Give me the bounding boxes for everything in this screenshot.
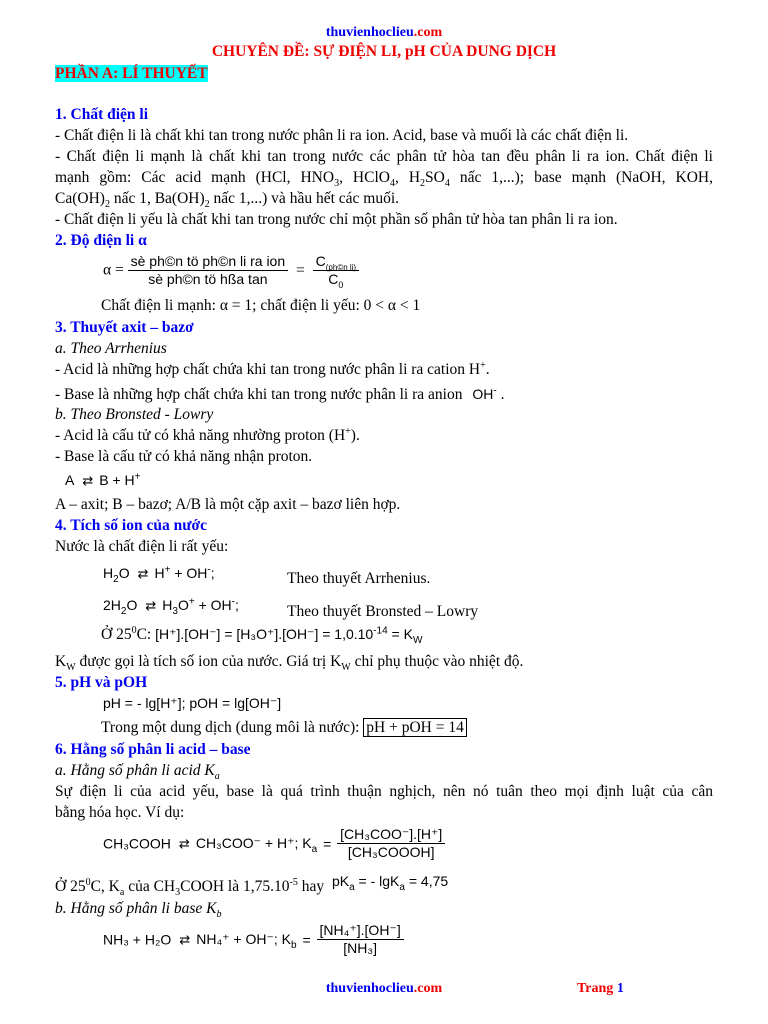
kw-pre2: C: xyxy=(136,626,152,643)
s1-paragraph-2b xyxy=(55,168,713,188)
sub: 4 xyxy=(444,178,450,190)
header-site[interactable] xyxy=(55,25,713,41)
eq2-end: ; xyxy=(235,597,239,613)
sup: - xyxy=(207,564,211,576)
eq-r xyxy=(195,835,318,855)
s1-p2c-2: nấc 1, Ba(OH) xyxy=(109,190,205,207)
eq-r-text: CH₃COO⁻ + H⁺; K xyxy=(195,835,312,851)
acid-base-equation xyxy=(65,472,141,489)
s3-a1-text: - Acid là những hợp chất chứa khi tan trong nước phân li ra cation H xyxy=(55,361,481,378)
ammonia-equation xyxy=(103,922,404,957)
section-2-heading: 2. Độ điện li α xyxy=(55,232,147,249)
eq1-note: Theo thuyết Arrhenius. xyxy=(287,570,431,587)
water-eq-2 xyxy=(103,596,239,617)
s1-paragraph-2c xyxy=(55,189,399,209)
sub: 4 xyxy=(389,178,395,190)
header-site-name: thuvienhoclieu xyxy=(325,25,414,40)
s3-a1-end: . xyxy=(485,361,490,378)
s3-b1-text: - Acid là cấu tử có khả năng nhường proton (H xyxy=(55,427,346,444)
section-1-heading: 1. Chất điện li xyxy=(55,106,149,123)
s6-b-text: b. Hằng số phân li base K xyxy=(55,900,217,917)
s3-b1-end: ). xyxy=(350,427,360,444)
sub: W xyxy=(66,662,76,674)
s3-b1 xyxy=(55,426,360,446)
s6-paragraph-1a: Sự điện li của acid yếu, base là quá trình thuận nghịch, nên nó tuân theo mọi định luật của cân xyxy=(55,783,713,800)
sub: a xyxy=(214,771,220,783)
c-num: C xyxy=(315,253,326,269)
sub: a xyxy=(311,843,318,855)
footer-site-name: thuvienhoclieu xyxy=(325,981,414,996)
sub: b xyxy=(216,909,222,921)
sup: -5 xyxy=(289,876,298,888)
sub: 2 xyxy=(420,178,426,190)
sub: a xyxy=(119,887,125,899)
eq1-l2: O xyxy=(118,565,130,581)
c-fraction xyxy=(313,253,359,288)
kb-numerator: [NH₄⁺].[OH⁻] xyxy=(317,922,404,940)
ka-4: COOH là 1,75.10 xyxy=(180,878,290,895)
s6-a-text: a. Hằng số phân li acid K xyxy=(55,762,215,779)
pka: pK xyxy=(331,873,350,889)
kw-expr: [H⁺].[OH⁻] = [H₃O⁺].[OH⁻] = 1,0.10 xyxy=(155,626,374,642)
equilibrium-arrow-icon: ⇄ xyxy=(178,835,188,851)
section-5-heading: 5. pH và pOH xyxy=(55,674,148,691)
sup: + xyxy=(345,425,351,437)
header-site-tld: .com xyxy=(413,25,443,40)
s1-p2b-2: , HClO xyxy=(339,169,390,186)
s3-a1 xyxy=(55,360,490,380)
ka-2: C, K xyxy=(90,878,120,895)
section-4-heading: 4. Tích số ion của nước xyxy=(55,517,207,534)
oh-anion xyxy=(472,386,496,402)
sub: a xyxy=(349,881,355,893)
sub: 3 xyxy=(334,178,340,190)
c-den: C xyxy=(328,271,339,287)
s3-a2-end: . xyxy=(500,386,505,403)
sup: + xyxy=(480,359,486,371)
kw-note-2: được gọi là tích số ion của nước. Giá trị K xyxy=(75,653,342,670)
ka-fraction xyxy=(337,826,445,861)
part-heading-text: PHẦN A: LÍ THUYẾT xyxy=(55,65,208,82)
eq1-r: H xyxy=(154,565,165,581)
eq2-r2: O xyxy=(177,597,189,613)
nh3-r xyxy=(196,931,297,951)
eq1-r2: + OH xyxy=(170,565,208,581)
eq1-end: ; xyxy=(210,565,215,581)
s3-b-heading: b. Theo Bronsted - Lowry xyxy=(55,406,214,423)
eq2-r3: + OH xyxy=(194,597,232,613)
ka-numerator: [CH₃COO⁻].[H⁺] xyxy=(337,826,445,844)
alpha-fraction xyxy=(128,253,289,288)
sub: b xyxy=(291,939,297,951)
ka-5: hay xyxy=(297,878,325,895)
ka-denominator: [CH₃COOOH] xyxy=(347,844,435,860)
s3-note: A – axit; B – bazơ; A/B là một cặp axit – bazơ liên hợp. xyxy=(55,496,401,513)
part-heading xyxy=(55,65,208,83)
s1-p2c-3: nấc 1,...) và hầu hết các muối. xyxy=(209,190,400,207)
c-num-sub: (ph©n li) xyxy=(325,262,357,272)
page-label: Trang xyxy=(577,981,614,996)
equilibrium-arrow-icon: ⇄ xyxy=(82,473,92,488)
s6-a-heading xyxy=(55,761,220,781)
s1-p2c-1: Ca(OH) xyxy=(55,190,105,207)
kw-line xyxy=(101,626,422,644)
alpha-denominator: sè ph©n tö hßa tan xyxy=(148,271,268,287)
s3-a2 xyxy=(55,384,504,405)
equilibrium-arrow-icon: ⇄ xyxy=(179,931,189,947)
acetic-acid-equation xyxy=(103,826,445,861)
nh3-l: NH₃ + H₂O xyxy=(103,931,172,948)
sub: W xyxy=(341,662,351,674)
kb-fraction xyxy=(317,922,404,957)
s3-a2-text: - Base là những hợp chất chứa khi tan trong nước phân li ra anion xyxy=(55,386,463,403)
ka-value-line xyxy=(55,873,449,899)
alpha-equals: = xyxy=(296,261,305,279)
sup: 0 xyxy=(131,624,137,636)
eq2-note: Theo thuyết Bronsted – Lowry xyxy=(287,603,479,620)
pka-3: = 4,75 xyxy=(404,873,449,889)
water-eq-1 xyxy=(103,564,215,585)
kw-note-1: K xyxy=(55,653,67,670)
ka-3: của CH xyxy=(124,878,176,895)
sup: - xyxy=(231,596,235,608)
alpha-numerator: sè ph©n tö ph©n li ra ion xyxy=(128,253,289,271)
s3-b2: - Base là cấu tử có khả năng nhận proton. xyxy=(55,448,313,465)
sup: - xyxy=(493,385,497,397)
equilibrium-arrow-icon: ⇄ xyxy=(145,598,155,613)
kw-note xyxy=(55,652,523,672)
kw-pre: Ở 25 xyxy=(101,626,132,643)
page-number xyxy=(577,981,624,997)
sup: + xyxy=(134,471,141,483)
sub: W xyxy=(412,634,423,646)
ka-1: Ở 25 xyxy=(55,878,86,895)
section-6-heading: 6. Hằng số phân li acid – base xyxy=(55,741,251,758)
s1-p2b-5: nấc 1,...); base mạnh (NaOH, KOH, xyxy=(449,169,713,186)
oh-text: OH xyxy=(472,386,494,402)
eq2-l2: O xyxy=(126,597,138,613)
section-3-heading: 3. Thuyết axit – bazơ xyxy=(55,319,194,336)
kb-denominator: [NH₃] xyxy=(343,940,377,956)
footer-site-tld: .com xyxy=(413,981,443,996)
s1-paragraph-2a: - Chất điện li mạnh là chất khi tan trong nước các phân tử hòa tan đều phân li ra ion. Chất điện li xyxy=(55,148,713,165)
eq-l: CH₃COOH xyxy=(103,835,171,852)
sup: 0 xyxy=(85,876,91,888)
sup: -14 xyxy=(373,625,388,637)
sub: 2 xyxy=(120,605,127,617)
ph-formula: pH = - lg[H⁺]; pOH = lg[OH⁻] xyxy=(103,695,282,711)
pka-2: = - lgK xyxy=(354,873,400,889)
sub: 2 xyxy=(204,199,210,211)
s2-note: Chất điện li mạnh: α = 1; chất điện li yếu: 0 < α < 1 xyxy=(101,297,421,314)
ph-note-line xyxy=(101,719,467,737)
c-den-sub: 0 xyxy=(338,279,344,290)
eq2-r: H xyxy=(162,597,173,613)
eq-equals: = xyxy=(323,835,332,852)
sub: 3 xyxy=(175,887,181,899)
equilibrium-arrow-icon: ⇄ xyxy=(137,566,147,581)
s3-a-heading: a. Theo Arrhenius xyxy=(55,340,167,357)
s6-paragraph-1b: bằng hóa học. Ví dụ: xyxy=(55,804,185,821)
kw-note-3: chỉ phụ thuộc vào nhiệt độ. xyxy=(350,653,524,670)
eq1-l: H xyxy=(103,565,114,581)
alpha-symbol: α = xyxy=(103,261,124,279)
s4-intro: Nước là chất điện li rất yếu: xyxy=(55,538,229,555)
s1-paragraph-3: - Chất điện li yếu là chất khi tan trong nước chỉ một phần số phân tử hòa tan phân li ra ion. xyxy=(55,211,618,228)
sub: a xyxy=(399,881,405,893)
nh3-r-text: NH₄⁺ + OH⁻; K xyxy=(196,931,292,947)
eq-b: B + H xyxy=(99,472,135,488)
page-num: 1 xyxy=(616,981,624,996)
sup: + xyxy=(188,596,195,608)
kw-eq: = K xyxy=(387,626,413,642)
nh3-equals: = xyxy=(302,931,311,948)
s1-p2b-3: , H xyxy=(394,169,421,186)
ph-sum-box: pH + pOH = 14 xyxy=(363,718,467,737)
eq-a: A xyxy=(65,472,75,488)
s1-p2b-1: mạnh gồm: Các acid mạnh (HCl, HNO xyxy=(55,169,335,186)
eq2-l: 2H xyxy=(103,597,121,613)
sub: 2 xyxy=(104,199,110,211)
sub: 2 xyxy=(113,573,119,585)
alpha-formula xyxy=(103,253,359,288)
sup: + xyxy=(164,564,171,576)
s1-paragraph-1: - Chất điện li là chất khi tan trong nước phân li ra ion. Acid, base và muối là các chất điện li. xyxy=(55,127,629,144)
s1-p2b-4: SO xyxy=(425,169,445,186)
document-title: CHUYÊN ĐỀ: SỰ ĐIỆN LI, pH CỦA DUNG DỊCH xyxy=(211,43,557,60)
kw-expression xyxy=(155,625,423,646)
s6-b-heading xyxy=(55,899,221,919)
sub: 3 xyxy=(172,605,178,617)
ph-note: Trong một dung dịch (dung môi là nước): xyxy=(101,719,360,736)
c-numerator xyxy=(313,253,359,271)
pka-formula xyxy=(331,873,449,893)
c-denominator xyxy=(313,271,359,288)
